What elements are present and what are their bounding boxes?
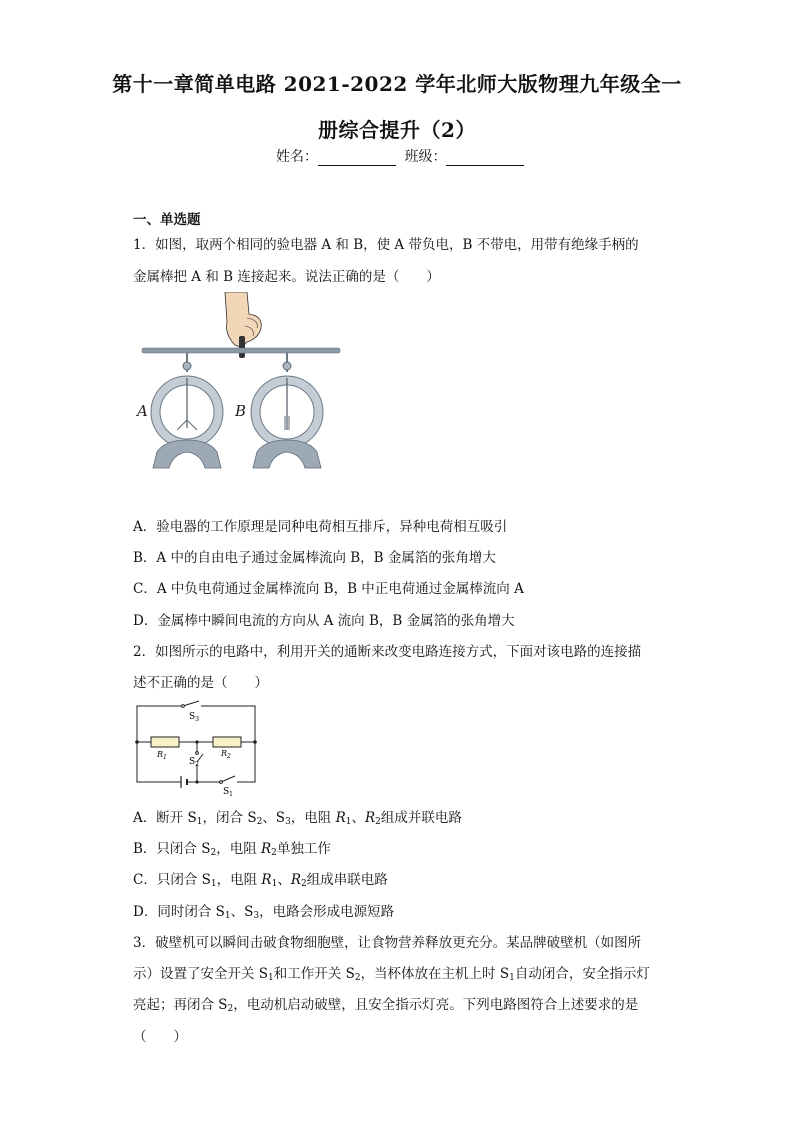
q2-option-a[interactable]: A．断开 $S_1$，闭合 $S_2$、$S_3$，电阻 $R_1$、$R_2$组成并联电路: [133, 810, 462, 827]
q3-stem-line-1: 3．破壁机可以瞬间击破食物细胞壁，让食物营养释放更充分。某品牌破壁机（如图所: [133, 935, 642, 951]
q2-option-b[interactable]: B．只闭合 $S_2$，电阻 $R_2$单独工作: [133, 841, 331, 858]
page-title-line-1: 第十一章简单电路 2021-2022 学年北师大版物理九年级全一: [112, 72, 682, 96]
electroscope-b: [251, 353, 323, 468]
student-info: [276, 146, 528, 166]
page-title-line-2: 册综合提升（2）: [318, 118, 476, 142]
name-label: 姓名：: [276, 149, 318, 165]
label-s3: $S_3$: [189, 712, 199, 723]
metal-rod: [142, 348, 340, 353]
q2-option-c[interactable]: C．只闭合 $S_1$，电阻 $R_1$、$R_2$组成串联电路: [133, 872, 388, 889]
q1-stem-line-2: 金属棒把 A 和 B 连接起来。说法正确的是（ ）: [133, 269, 440, 285]
q1-option-c[interactable]: C．A 中负电荷通过金属棒流向 B，B 中正电荷通过金属棒流向 A: [133, 581, 524, 597]
circuit-diagram: [133, 700, 261, 796]
label-b: B: [235, 402, 247, 420]
q2-option-d[interactable]: D．同时闭合 $S_1$、$S_3$，电路会形成电源短路: [133, 904, 395, 921]
q3-stem-line-3: 亮起；再闭合 $S_2$，电动机启动破壁，且安全指示灯亮。下列电路图符合上述要求的是: [133, 997, 639, 1014]
q2-stem-line-1: 2．如图所示的电路中，利用开关的通断来改变电路连接方式，下面对该电路的连接描: [133, 644, 642, 660]
section-heading: 一、单选题: [133, 212, 201, 228]
q2-stem-line-2: 述不正确的是（ ）: [133, 675, 268, 691]
q3-stem-line-4: （ ）: [133, 1029, 187, 1045]
insulating-handle: [239, 336, 245, 358]
electroscope-figure: [135, 292, 350, 474]
label-s1: $S_1$: [223, 787, 233, 796]
label-r2: $R_2$: [221, 749, 231, 760]
electroscope-a: [151, 353, 223, 468]
label-s2: $S_2$: [189, 757, 199, 768]
label-a: A: [137, 402, 148, 420]
class-blank[interactable]: [446, 151, 524, 166]
q3-stem-line-2: 示）设置了安全开关 $S_1$和工作开关 $S_2$，当杯体放在主机上时 $S_1$自动闭合，安全指示灯: [133, 966, 650, 983]
q1-option-b[interactable]: B．A 中的自由电子通过金属棒流向 B，B 金属箔的张角增大: [133, 550, 496, 566]
q1-option-d[interactable]: D．金属棒中瞬间电流的方向从 A 流向 B，B 金属箔的张角增大: [133, 613, 515, 629]
class-label: 班级：: [404, 149, 447, 165]
name-blank[interactable]: [318, 151, 396, 166]
label-r1: $R_1$: [157, 750, 167, 761]
q1-option-a[interactable]: A．验电器的工作原理是同种电荷相互排斥，异种电荷相互吸引: [133, 519, 508, 535]
q1-stem-line-1: 1．如图，取两个相同的验电器 A 和 B，使 A 带负电，B 不带电，用带有绝缘手柄的: [133, 237, 639, 253]
